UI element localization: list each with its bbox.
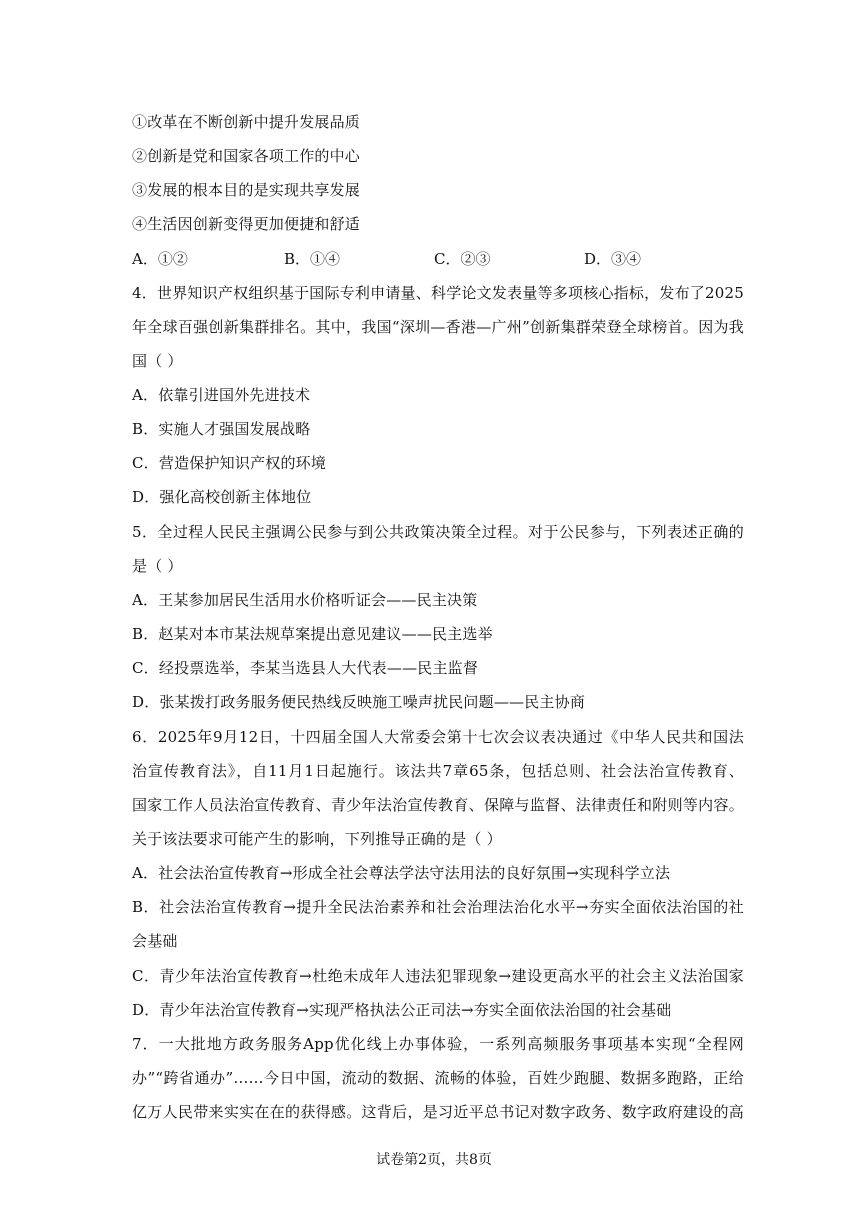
q6-stem-line-1: 6．2025年9月12日，十四届全国人大常委会第十七次会议表决通过《中华人民共和国法 <box>132 728 744 746</box>
q4-option-d: D．强化高校创新主体地位 <box>132 488 312 506</box>
q6-option-d: D．青少年法治宣传教育→实现严格执法公正司法→夯实全面依法治国的社会基础 <box>132 1001 672 1019</box>
q4-stem-line-1: 4．世界知识产权组织基于国际专利申请量、科学论文发表量等多项核心指标，发布了2025 <box>132 284 744 302</box>
q6-option-b: B．社会法治宣传教育→提升全民法治素养和社会治理法治化水平→夯实全面依法治国的社 <box>132 898 744 916</box>
q5-stem-line-1: 5．全过程人民民主强调公民参与到公共政策决策全过程。对于公民参与，下列表述正确的 <box>132 523 744 541</box>
q6-option-b-continued: 会基础 <box>132 932 178 950</box>
q5-option-c: C．经投票选举，李某当选县人大代表——民主监督 <box>132 659 479 677</box>
item-1: ①改革在不断创新中提升发展品质 <box>132 113 361 131</box>
q6-option-a: A．社会法治宣传教育→形成全社会尊法学法守法用法的良好氛围→实现科学立法 <box>132 864 671 882</box>
q5-stem-line-2: 是（ ） <box>132 557 183 575</box>
q3-options <box>132 249 744 269</box>
page-footer: 试卷第2页，共8页 <box>376 1152 492 1168</box>
q4-option-a: A．依靠引进国外先进技术 <box>132 386 311 404</box>
q3-option-d: D．③④ <box>584 250 642 268</box>
q5-option-b: B．赵某对本市某法规草案提出意见建议——民主选举 <box>132 625 493 643</box>
q4-option-b: B．实施人才强国发展战略 <box>132 420 311 438</box>
q6-stem-line-2: 治宣传教育法》，自11月1日起施行。该法共7章65条，包括总则、社会法治宣传教育、 <box>132 762 744 780</box>
q7-stem-line-2: 办”“跨省通办”……今日中国，流动的数据、流畅的体验，百姓少跑腿、数据多跑路，正给 <box>132 1069 744 1087</box>
q4-stem-line-2: 年全球百强创新集群排名。其中，我国“深圳—香港—广州”创新集群荣登全球榜首。因为我 <box>132 318 744 336</box>
q6-option-c: C．青少年法治宣传教育→杜绝未成年人违法犯罪现象→建设更高水平的社会主义法治国家 <box>132 967 744 985</box>
q5-option-d: D．张某拨打政务服务便民热线反映施工噪声扰民问题——民主协商 <box>132 693 586 711</box>
q3-option-b: B．①④ <box>284 250 341 268</box>
item-2: ②创新是党和国家各项工作的中心 <box>132 147 361 165</box>
q5-option-a: A．王某参加居民生活用水价格听证会——民主决策 <box>132 591 478 609</box>
q3-option-a: A．①② <box>132 250 188 268</box>
q6-stem-line-4: 关于该法要求可能产生的影响，下列推导正确的是（ ） <box>132 830 502 848</box>
q4-stem-line-3: 国（ ） <box>132 352 183 370</box>
q7-stem-line-3: 亿万人民带来实实在在的获得感。这背后，是习近平总书记对数字政务、数字政府建设的高 <box>132 1103 744 1121</box>
q6-stem-line-3: 国家工作人员法治宣传教育、青少年法治宣传教育、保障与监督、法律责任和附则等内容。 <box>132 796 744 814</box>
q3-option-c: C．②③ <box>434 250 491 268</box>
item-4: ④生活因创新变得更加便捷和舒适 <box>132 215 361 233</box>
item-3: ③发展的根本目的是实现共享发展 <box>132 181 361 199</box>
q4-option-c: C．营造保护知识产权的环境 <box>132 454 327 472</box>
q7-stem-line-1: 7．一大批地方政务服务App优化线上办事体验，一系列高频服务事项基本实现“全程网 <box>132 1035 744 1053</box>
